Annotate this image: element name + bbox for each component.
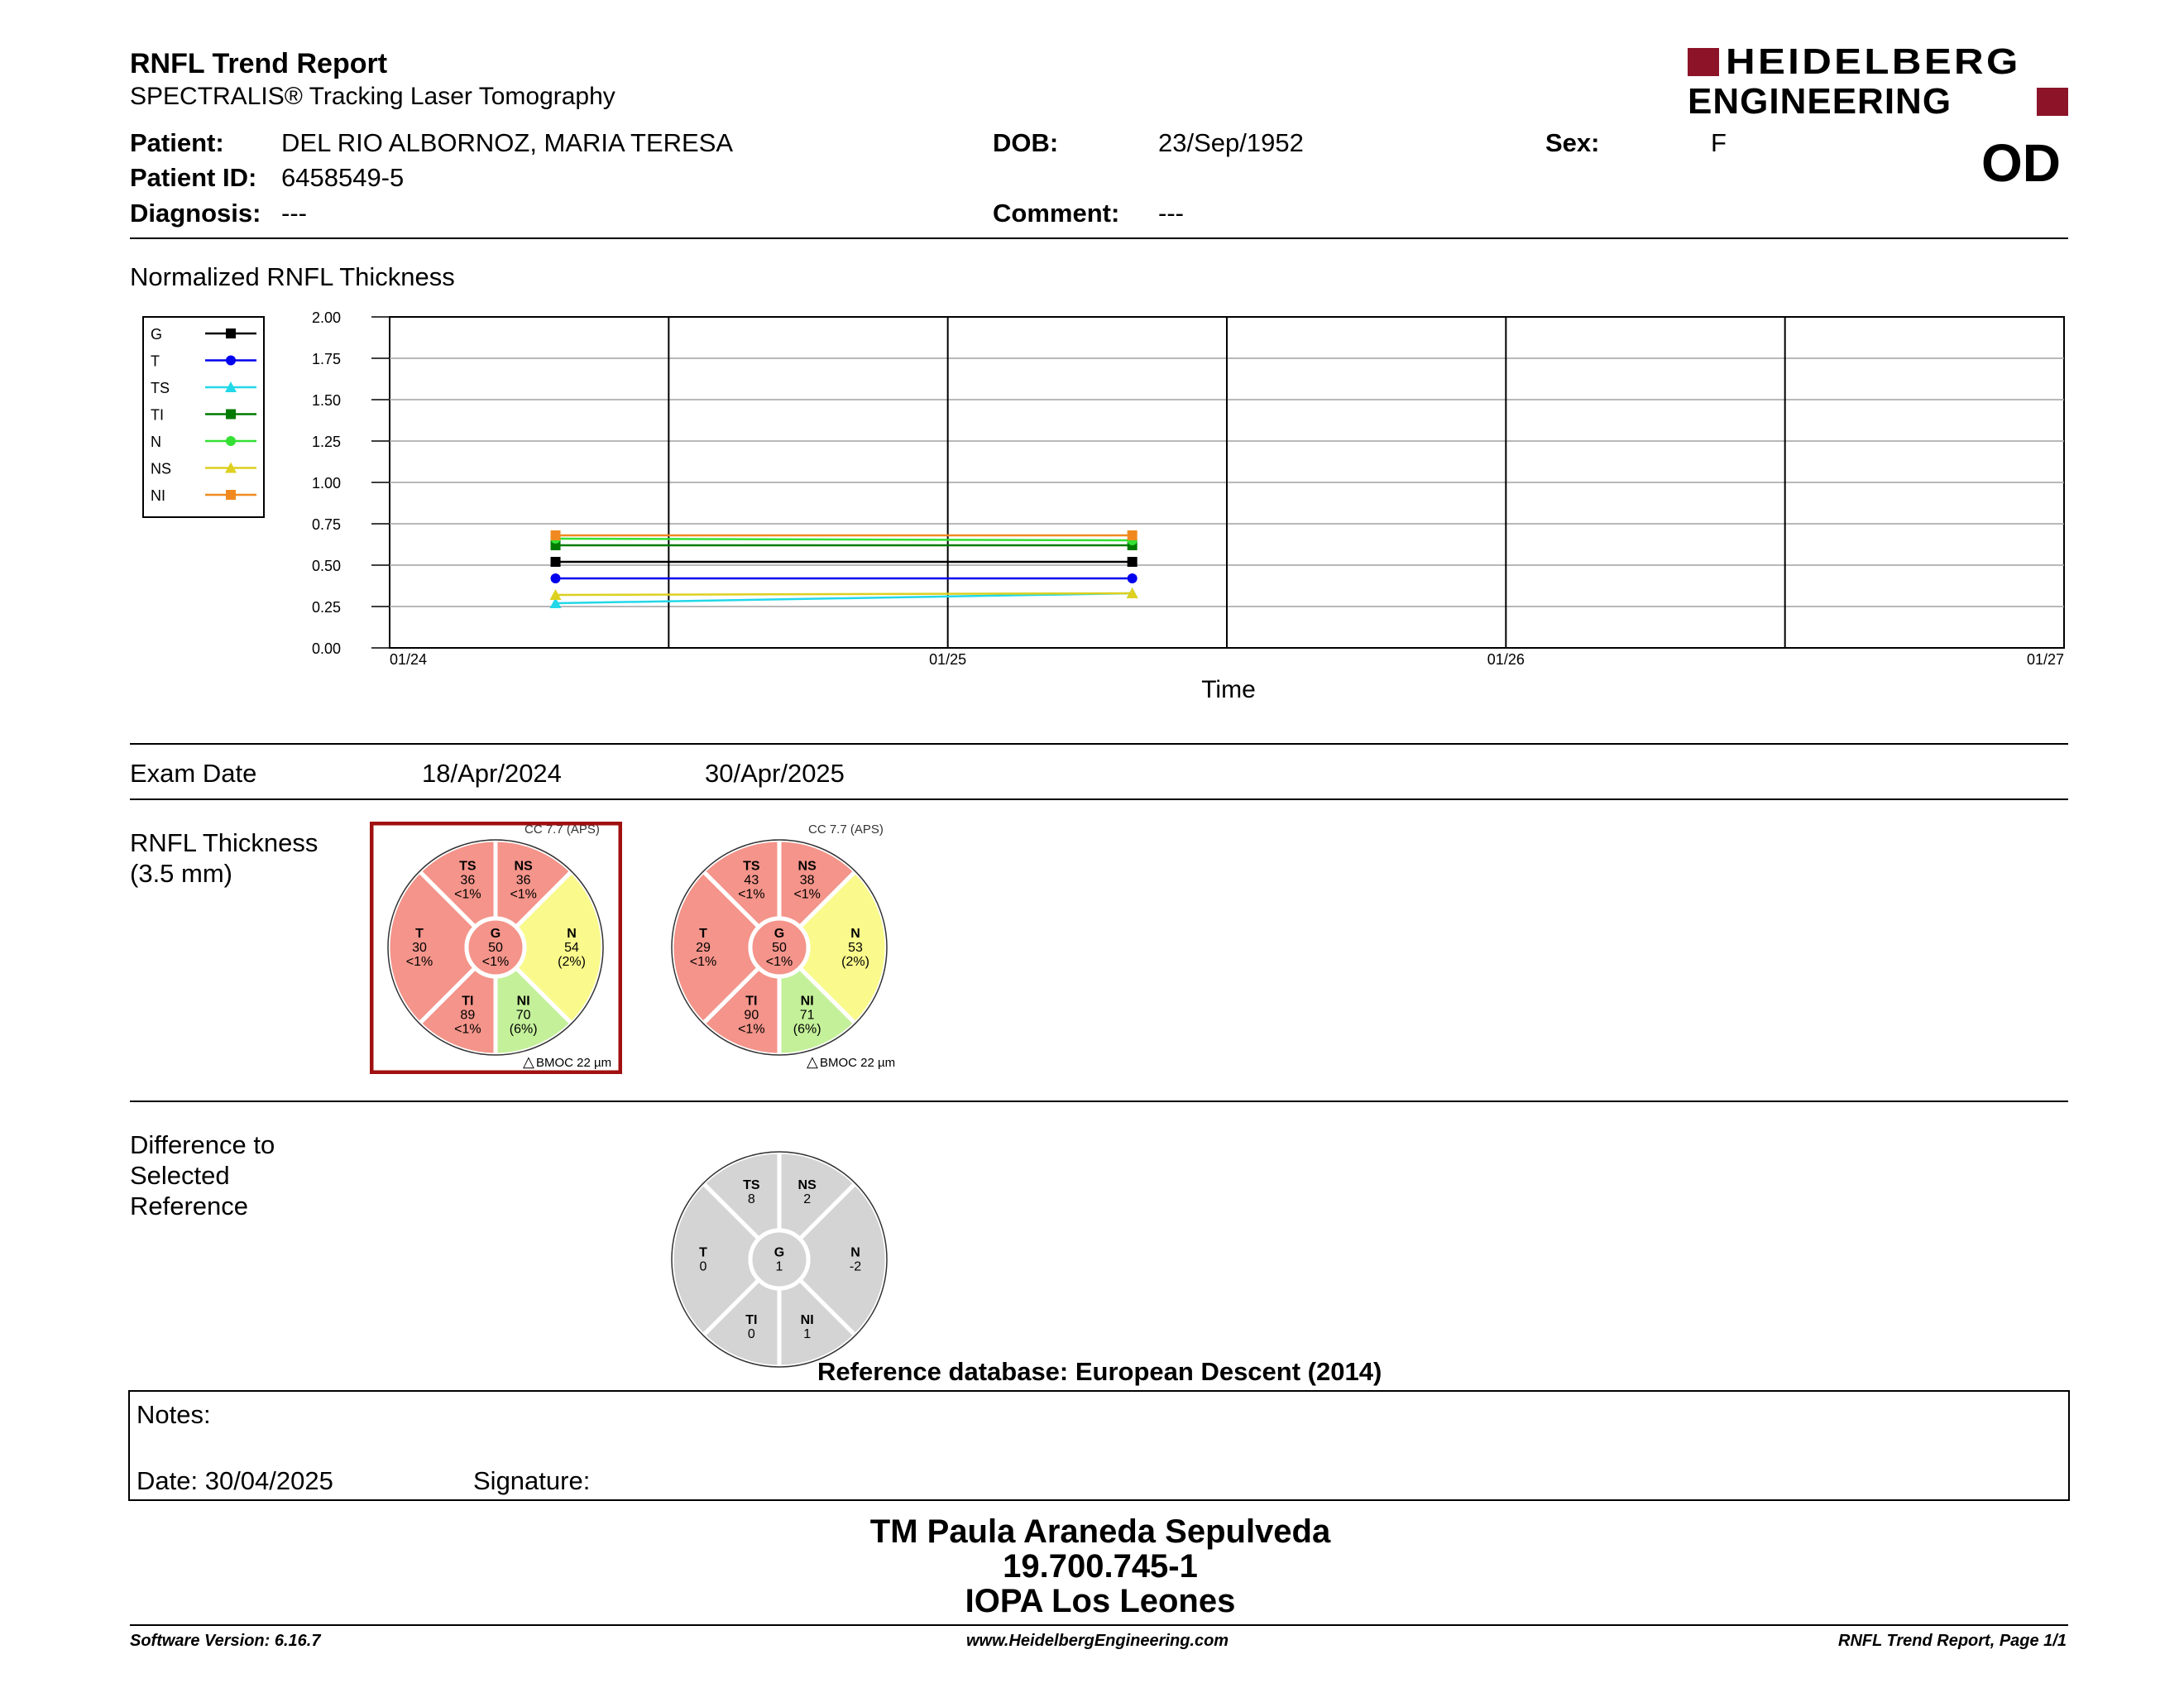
diagnosis-label: Diagnosis: — [130, 199, 261, 228]
sector-ns-label: NS — [514, 859, 533, 874]
divider — [130, 798, 2068, 800]
divider — [130, 743, 2068, 745]
sector-ti-value: 0 — [747, 1326, 755, 1341]
x-tick-label: 01/24 — [390, 651, 428, 668]
rnfl-circle-exam-2[interactable] — [654, 822, 906, 1074]
signer-name: TM Paula Araneda Sepulveda — [869, 1513, 1331, 1550]
sector-n-label: N — [850, 1245, 860, 1260]
sector-t-label: T — [699, 927, 707, 941]
sector-ni-label: NI — [516, 994, 530, 1009]
data-point-g — [1128, 557, 1138, 567]
logo-square-top — [1688, 48, 1719, 76]
sector-ts-value: 36 — [460, 873, 476, 888]
rnfl-circle-exam-1[interactable] — [370, 822, 622, 1074]
sector-ti-percentile: <1% — [454, 1022, 481, 1037]
rnfl-thickness-label — [130, 827, 318, 889]
sector-g-value: 50 — [772, 941, 787, 955]
notes-box[interactable] — [128, 1390, 2070, 1501]
exam-date-label: Exam Date — [130, 759, 257, 788]
bmo-delta-icon: △ — [523, 1053, 534, 1070]
signer-rut: 19.700.745-1 — [1003, 1548, 1198, 1585]
difference-label — [130, 1129, 275, 1221]
bmoc-label: BMOC 22 µm — [536, 1056, 612, 1070]
sector-t-percentile: <1% — [689, 955, 717, 969]
dob-label: DOB: — [993, 128, 1059, 157]
sector-ni-value: 71 — [799, 1008, 815, 1023]
software-version: Software Version: 6.16.7 — [130, 1632, 321, 1650]
sector-ti-label: TI — [745, 1312, 758, 1327]
sector-t-label: T — [699, 1245, 707, 1260]
sector-n-value: 54 — [564, 941, 579, 955]
eye-side: OD — [1981, 133, 2061, 193]
sector-ns-value: 38 — [799, 873, 815, 888]
y-tick-label: 1.50 — [311, 392, 341, 409]
legend-marker-ni — [226, 490, 236, 500]
sector-ts-value: 8 — [747, 1192, 755, 1207]
sector-ts-label: TS — [743, 859, 760, 874]
sector-g-percentile: <1% — [765, 955, 793, 969]
patient-id-label: Patient ID: — [130, 163, 257, 192]
trend-chart — [0, 298, 2184, 720]
legend-label: T — [151, 352, 160, 370]
y-tick-label: 0.25 — [311, 599, 341, 616]
diagnosis: --- — [281, 199, 307, 228]
chart-xlabel: Time — [1201, 676, 1256, 703]
logo-line1: HEIDELBERG — [1726, 41, 2021, 82]
signer-block — [0, 1514, 2184, 1618]
sector-ns-percentile: <1% — [793, 887, 821, 902]
sector-ni-percentile: (6%) — [793, 1022, 821, 1037]
exam-date-2: 30/Apr/2025 — [705, 759, 845, 788]
legend-label: NS — [151, 460, 172, 477]
divider — [130, 237, 2068, 239]
y-tick-label: 0.50 — [311, 558, 341, 574]
legend-label: N — [151, 434, 161, 450]
comment-label: Comment: — [993, 199, 1120, 228]
y-tick-label: 2.00 — [311, 309, 341, 326]
sector-t-value: 29 — [696, 941, 711, 955]
sector-ni-value: 1 — [803, 1326, 812, 1341]
website-link[interactable]: www.HeidelbergEngineering.com — [966, 1632, 1229, 1650]
sector-ns-value: 36 — [515, 873, 531, 888]
sector-n-percentile: (2%) — [841, 955, 869, 969]
sector-ni-percentile: (6%) — [509, 1022, 538, 1037]
sector-ns-percentile: <1% — [510, 887, 537, 902]
patient-name-label: Patient: — [130, 128, 224, 157]
patient-name: DEL RIO ALBORNOZ, MARIA TERESA — [281, 128, 734, 157]
exam-date-1: 18/Apr/2024 — [422, 759, 562, 788]
sector-ti-label: TI — [745, 994, 758, 1009]
x-tick-label: 01/25 — [929, 651, 967, 668]
sector-g-percentile: <1% — [481, 955, 510, 969]
sector-t-value: 0 — [699, 1259, 707, 1274]
difference-label-line3: Reference — [130, 1192, 249, 1220]
bmo-delta-icon: △ — [807, 1053, 818, 1070]
sector-ni-label: NI — [800, 994, 814, 1009]
sector-ni-label: NI — [800, 1312, 814, 1327]
legend-label: G — [151, 326, 163, 343]
data-point-t — [1128, 573, 1138, 583]
reference-database: Reference database: European Descent (2014) — [817, 1357, 1382, 1386]
sex-label: Sex: — [1545, 128, 1600, 157]
sex: F — [1711, 128, 1727, 157]
sector-n-label: N — [850, 927, 860, 941]
sector-n-label: N — [567, 927, 577, 941]
y-tick-label: 1.25 — [311, 434, 341, 450]
sector-g-value: 50 — [488, 941, 503, 955]
y-tick-label: 1.75 — [311, 351, 341, 367]
data-point-ni — [551, 530, 561, 540]
comment: --- — [1158, 199, 1184, 228]
cc-label: CC 7.7 (APS) — [808, 822, 884, 837]
legend-label: TI — [151, 406, 164, 424]
legend-marker-t — [226, 356, 236, 366]
logo-square-bottom — [2037, 88, 2068, 116]
report-title: RNFL Trend Report — [130, 48, 388, 79]
sector-n-value: -2 — [849, 1259, 862, 1274]
sector-ts-label: TS — [459, 859, 477, 874]
sector-ns-label: NS — [797, 859, 817, 874]
legend-marker-n — [226, 436, 236, 446]
y-tick-label: 0.00 — [311, 640, 341, 657]
sector-t-label: T — [415, 927, 424, 941]
chart-grid — [312, 309, 2064, 668]
sector-ti-label: TI — [462, 994, 474, 1009]
sector-n-value: 53 — [848, 941, 863, 955]
data-point-g — [551, 557, 561, 567]
sector-ni-value: 70 — [515, 1008, 531, 1023]
sector-ti-value: 89 — [460, 1008, 476, 1023]
dob: 23/Sep/1952 — [1158, 128, 1304, 157]
sector-t-percentile: <1% — [405, 955, 433, 969]
sector-ts-percentile: <1% — [454, 887, 481, 902]
difference-label-line2: Selected — [130, 1161, 230, 1190]
bmoc-label: BMOC 22 µm — [820, 1056, 896, 1070]
sector-g-label: G — [774, 927, 785, 941]
chart-series — [550, 530, 1138, 608]
page-number: RNFL Trend Report, Page 1/1 — [1838, 1632, 2067, 1650]
sector-g-label: G — [490, 927, 501, 941]
y-tick-label: 0.75 — [311, 516, 341, 533]
sector-n-percentile: (2%) — [558, 955, 586, 969]
notes-label: Notes: — [136, 1400, 211, 1429]
sector-g-label: G — [774, 1245, 785, 1260]
chart-title: Normalized RNFL Thickness — [130, 262, 455, 291]
notes-date: Date: 30/04/2025 — [136, 1466, 333, 1495]
sector-ti-percentile: <1% — [738, 1022, 765, 1037]
divider — [130, 1101, 2068, 1102]
rnfl-thickness-label-line1: RNFL Thickness — [130, 828, 318, 857]
sector-g-value: 1 — [775, 1259, 783, 1274]
sector-ns-label: NS — [797, 1178, 817, 1193]
logo-line2: ENGINEERING — [1688, 81, 1952, 122]
sector-ti-value: 90 — [744, 1008, 759, 1023]
legend-label: NI — [151, 487, 165, 504]
cc-label: CC 7.7 (APS) — [524, 822, 600, 837]
notes-signature: Signature: — [473, 1466, 591, 1495]
sector-ns-value: 2 — [803, 1192, 812, 1207]
legend-label: TS — [151, 380, 170, 396]
legend-marker-ti — [226, 410, 236, 420]
difference-label-line1: Difference to — [130, 1130, 275, 1159]
y-tick-label: 1.00 — [311, 475, 341, 492]
x-tick-label: 01/27 — [2026, 651, 2064, 668]
difference-circle — [654, 1134, 906, 1386]
sector-ts-percentile: <1% — [738, 887, 765, 902]
data-point-t — [551, 573, 561, 583]
series-line-n — [556, 539, 1133, 540]
legend-marker-g — [226, 328, 236, 338]
rnfl-thickness-label-line2: (3.5 mm) — [130, 859, 232, 888]
report-subtitle: SPECTRALIS® Tracking Laser Tomography — [130, 83, 615, 110]
data-point-ni — [1128, 530, 1138, 540]
x-tick-label: 01/26 — [1487, 651, 1525, 668]
divider — [130, 1624, 2068, 1626]
sector-ts-label: TS — [743, 1178, 760, 1193]
heidelberg-logo — [1688, 41, 2068, 122]
patient-id: 6458549-5 — [281, 163, 405, 192]
signer-place: IOPA Los Leones — [965, 1583, 1236, 1619]
sector-ts-value: 43 — [744, 873, 759, 888]
sector-t-value: 30 — [412, 941, 427, 955]
